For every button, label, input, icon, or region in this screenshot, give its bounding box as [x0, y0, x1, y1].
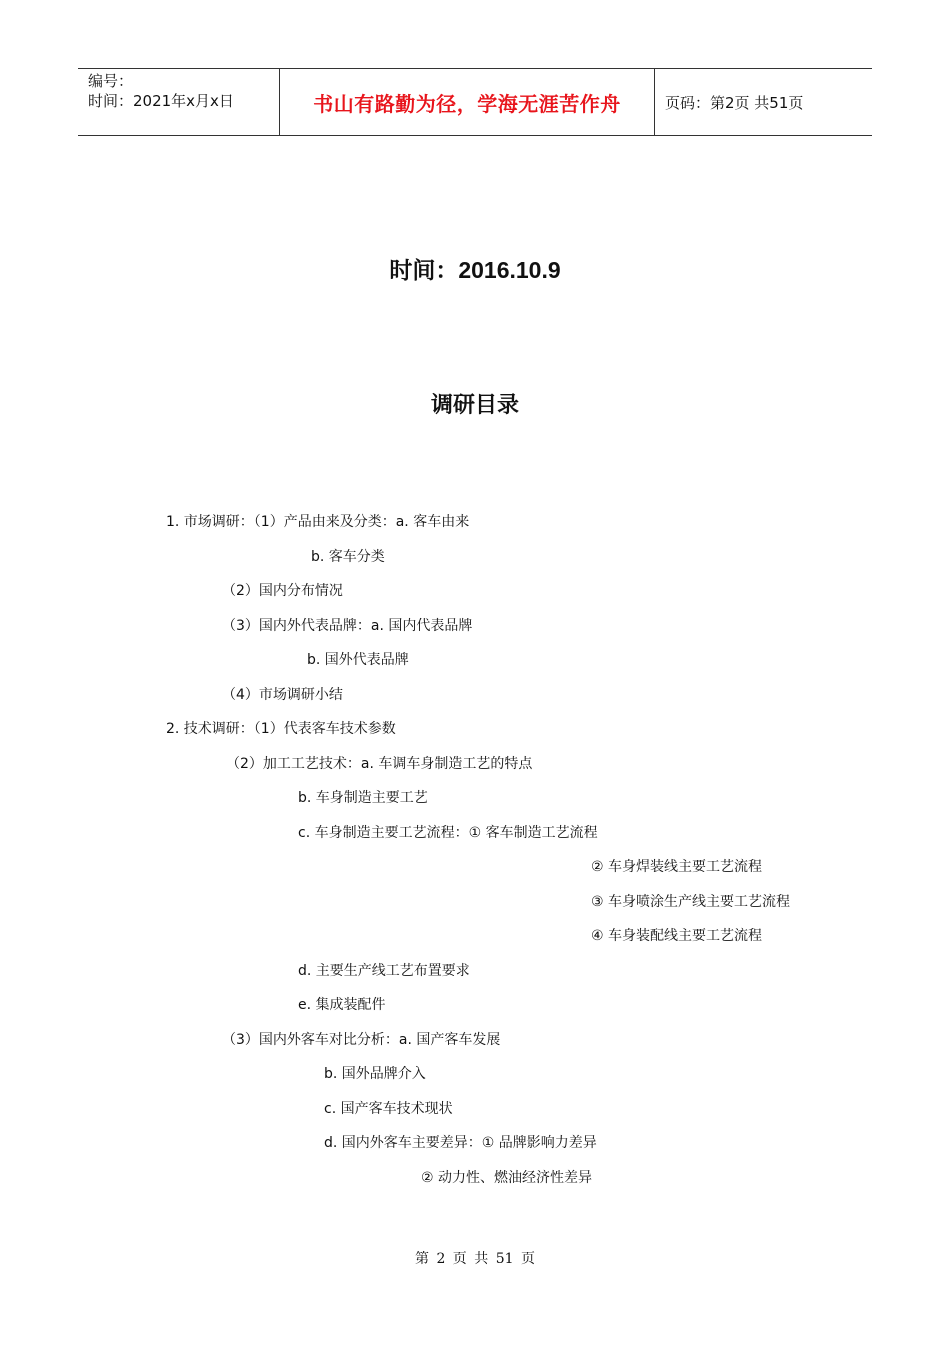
toc-item: d. 主要生产线工艺布置要求	[298, 963, 470, 979]
toc-item: ② 车身焊装线主要工艺流程	[591, 859, 763, 875]
toc-item: b. 客车分类	[311, 549, 385, 565]
toc-item: e. 集成装配件	[298, 997, 386, 1013]
page-footer: 第 2 页 共 51 页	[415, 1251, 535, 1267]
number-label: 编号：	[88, 72, 134, 90]
toc-title: 调研目录	[430, 393, 519, 418]
toc-item: 2. 技术调研：（1）代表客车技术参数	[166, 721, 396, 737]
toc-item: d. 国内外客车主要差异：① 品牌影响力差异	[324, 1135, 597, 1151]
toc-item: （4）市场调研小结	[222, 687, 343, 703]
toc-item: ② 动力性、燃油经济性差异	[421, 1170, 593, 1186]
toc-item: （2）加工工艺技术：a. 车调车身制造工艺的特点	[226, 756, 533, 772]
toc-item: b. 国外品牌介入	[324, 1066, 426, 1082]
toc-item: （2）国内分布情况	[222, 583, 343, 599]
date-title: 时间：2016.10.9	[389, 257, 561, 283]
toc-item: ③ 车身喷涂生产线主要工艺流程	[591, 894, 791, 910]
toc-item: （3）国内外代表品牌：a. 国内代表品牌	[222, 618, 473, 634]
page-header	[78, 68, 872, 136]
toc-item: b. 国外代表品牌	[307, 652, 409, 668]
page-info: 页码：第2页 共51页	[665, 93, 804, 112]
toc-item: （3）国内外客车对比分析：a. 国产客车发展	[222, 1032, 501, 1048]
toc-item: ④ 车身装配线主要工艺流程	[591, 928, 763, 944]
toc-item: b. 车身制造主要工艺	[298, 790, 428, 806]
toc-item: 1. 市场调研：（1）产品由来及分类：a. 客车由来	[166, 514, 470, 530]
motto: 书山有路勤为径，学海无涯苦作舟	[280, 69, 655, 135]
header-left-cell	[78, 69, 280, 135]
toc-item: c. 车身制造主要工艺流程：① 客车制造工艺流程	[298, 825, 598, 841]
toc-item: c. 国产客车技术现状	[324, 1101, 453, 1117]
date-label: 时间：2021年x月x日	[88, 92, 234, 110]
